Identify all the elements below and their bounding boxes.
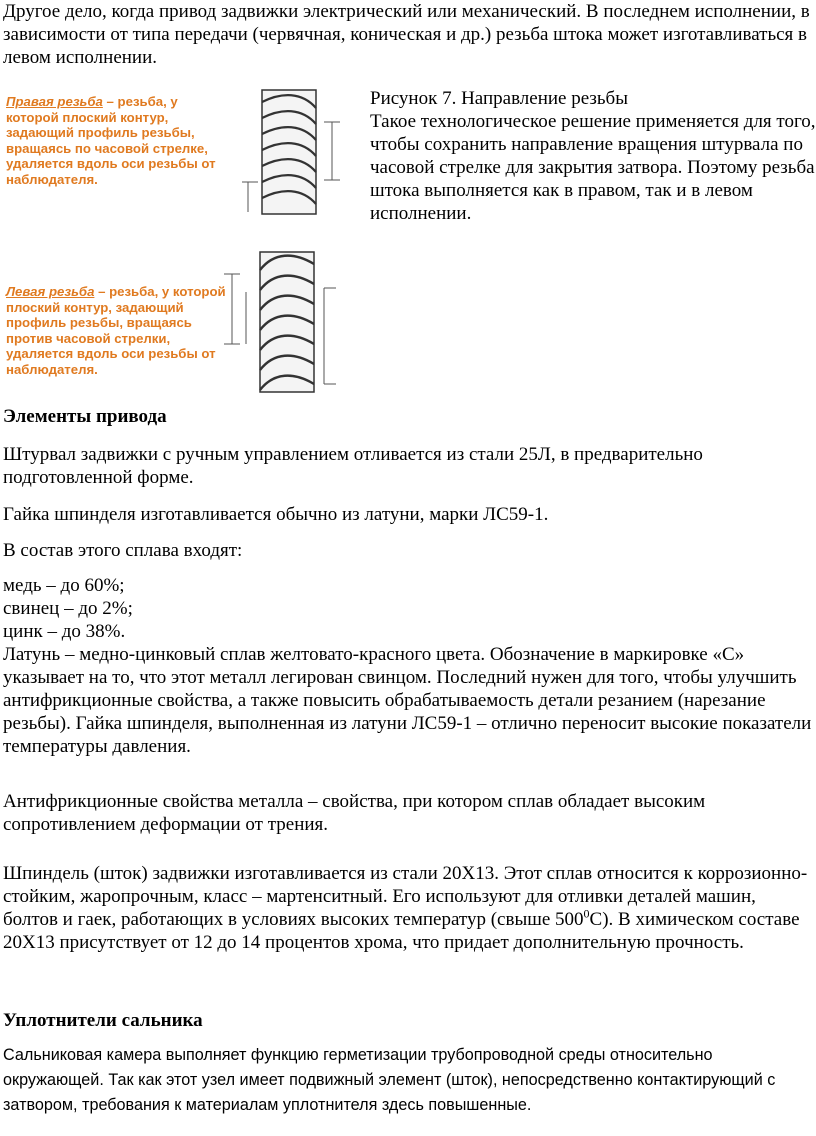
left-thread-desc: – резьба, у которой плоский контур, задающий профиль резьбы, вращаясь против часовой стрелки, удаляется вдоль оси резьбы от наблюдателя. bbox=[6, 284, 226, 377]
left-thread-term: Левая резьба bbox=[6, 284, 95, 299]
figure-caption-text: Такое технологическое решение применяется для того, чтобы сохранить направление вращения штурвала по часовой стрелке для закрытия затвора. Поэтому резьба штока выполняется как в правом, так и в левом исполнении. bbox=[370, 111, 816, 224]
left-thread-label bbox=[6, 284, 228, 378]
paragraph-spindle-nut: Гайка шпинделя изготавливается обычно из латуни, марки ЛС59-1. bbox=[3, 504, 549, 525]
paragraph-antifriction: Антифрикционные свойства металла – свойства, при котором сплав обладает высоким сопротивлением деформации от трения. bbox=[3, 791, 706, 835]
degree-superscript: 0 bbox=[583, 906, 590, 921]
intro-paragraph: Другое дело, когда привод задвижки электрический или механический. В последнем исполнении, в зависимости от типа передачи (червячная, коническая и др.) резьба штока может изготавливаться в левом исполнении. bbox=[3, 1, 810, 68]
paragraph-alloy-intro: В состав этого сплава входят: bbox=[3, 540, 243, 561]
paragraph-spindle-steel bbox=[3, 862, 813, 954]
list-item: свинец – до 2%; bbox=[3, 598, 133, 619]
spindle-text-a: Шпиндель (шток) задвижки изготавливается из стали 20Х13. Этот сплав относится к коррозионно-стойким, жаропрочным, класс – мартенситный. Его используют для отливки деталей машин, болтов и гаек, работающих в условиях высоких температур (свыше 500 bbox=[3, 863, 808, 930]
right-thread-label bbox=[6, 94, 228, 188]
left-thread-drawing bbox=[212, 248, 362, 396]
figure-caption-block bbox=[370, 87, 816, 225]
right-thread-desc: – резьба, у которой плоский контур, задающий профиль резьбы, вращаясь по часовой стрелке, удаляется вдоль оси резьбы от наблюдателя. bbox=[6, 94, 216, 187]
paragraph-handwheel: Штурвал задвижки с ручным управлением отливается из стали 25Л, в предварительно подготовленной форме. bbox=[3, 444, 703, 488]
paragraph-gland-chamber: Сальниковая камера выполняет функцию герметизации трубопроводной среды относительно окружающей. Так как этот узел имеет подвижный элемент (шток), непосредственно контактирующий с затвором, требования к материалам уплотнителя здесь повышенные. bbox=[3, 1046, 776, 1114]
section-heading-gland-seals: Уплотнители сальника bbox=[3, 1010, 203, 1031]
right-thread-drawing bbox=[236, 88, 356, 216]
list-item: цинк – до 38%. bbox=[3, 621, 126, 642]
list-item: медь – до 60%; bbox=[3, 575, 125, 596]
paragraph-brass: Латунь – медно-цинковый сплав желтовато-красного цвета. Обозначение в маркировке «С» указывает на то, что этот металл легирован свинцом. Последний нужен для того, чтобы улучшить антифрикционные свойства, а также повысить обрабатываемость детали резанием (нарезание резьбы). Гайка шпинделя, выполненная из латуни ЛС59-1 – отлично переносит высокие показатели температуры давления. bbox=[3, 644, 812, 757]
right-thread-term: Правая резьба bbox=[6, 94, 103, 109]
section-heading-drive-elements: Элементы привода bbox=[3, 406, 167, 427]
thread-figure bbox=[0, 86, 370, 396]
alloy-composition-list bbox=[3, 574, 813, 758]
spindle-text-b: С). В химическом составе 20Х13 присутствует от 12 до 14 процентов хрома, что придает дополнительную прочность. bbox=[3, 909, 800, 953]
figure-caption: Рисунок 7. Направление резьбы bbox=[370, 88, 628, 109]
